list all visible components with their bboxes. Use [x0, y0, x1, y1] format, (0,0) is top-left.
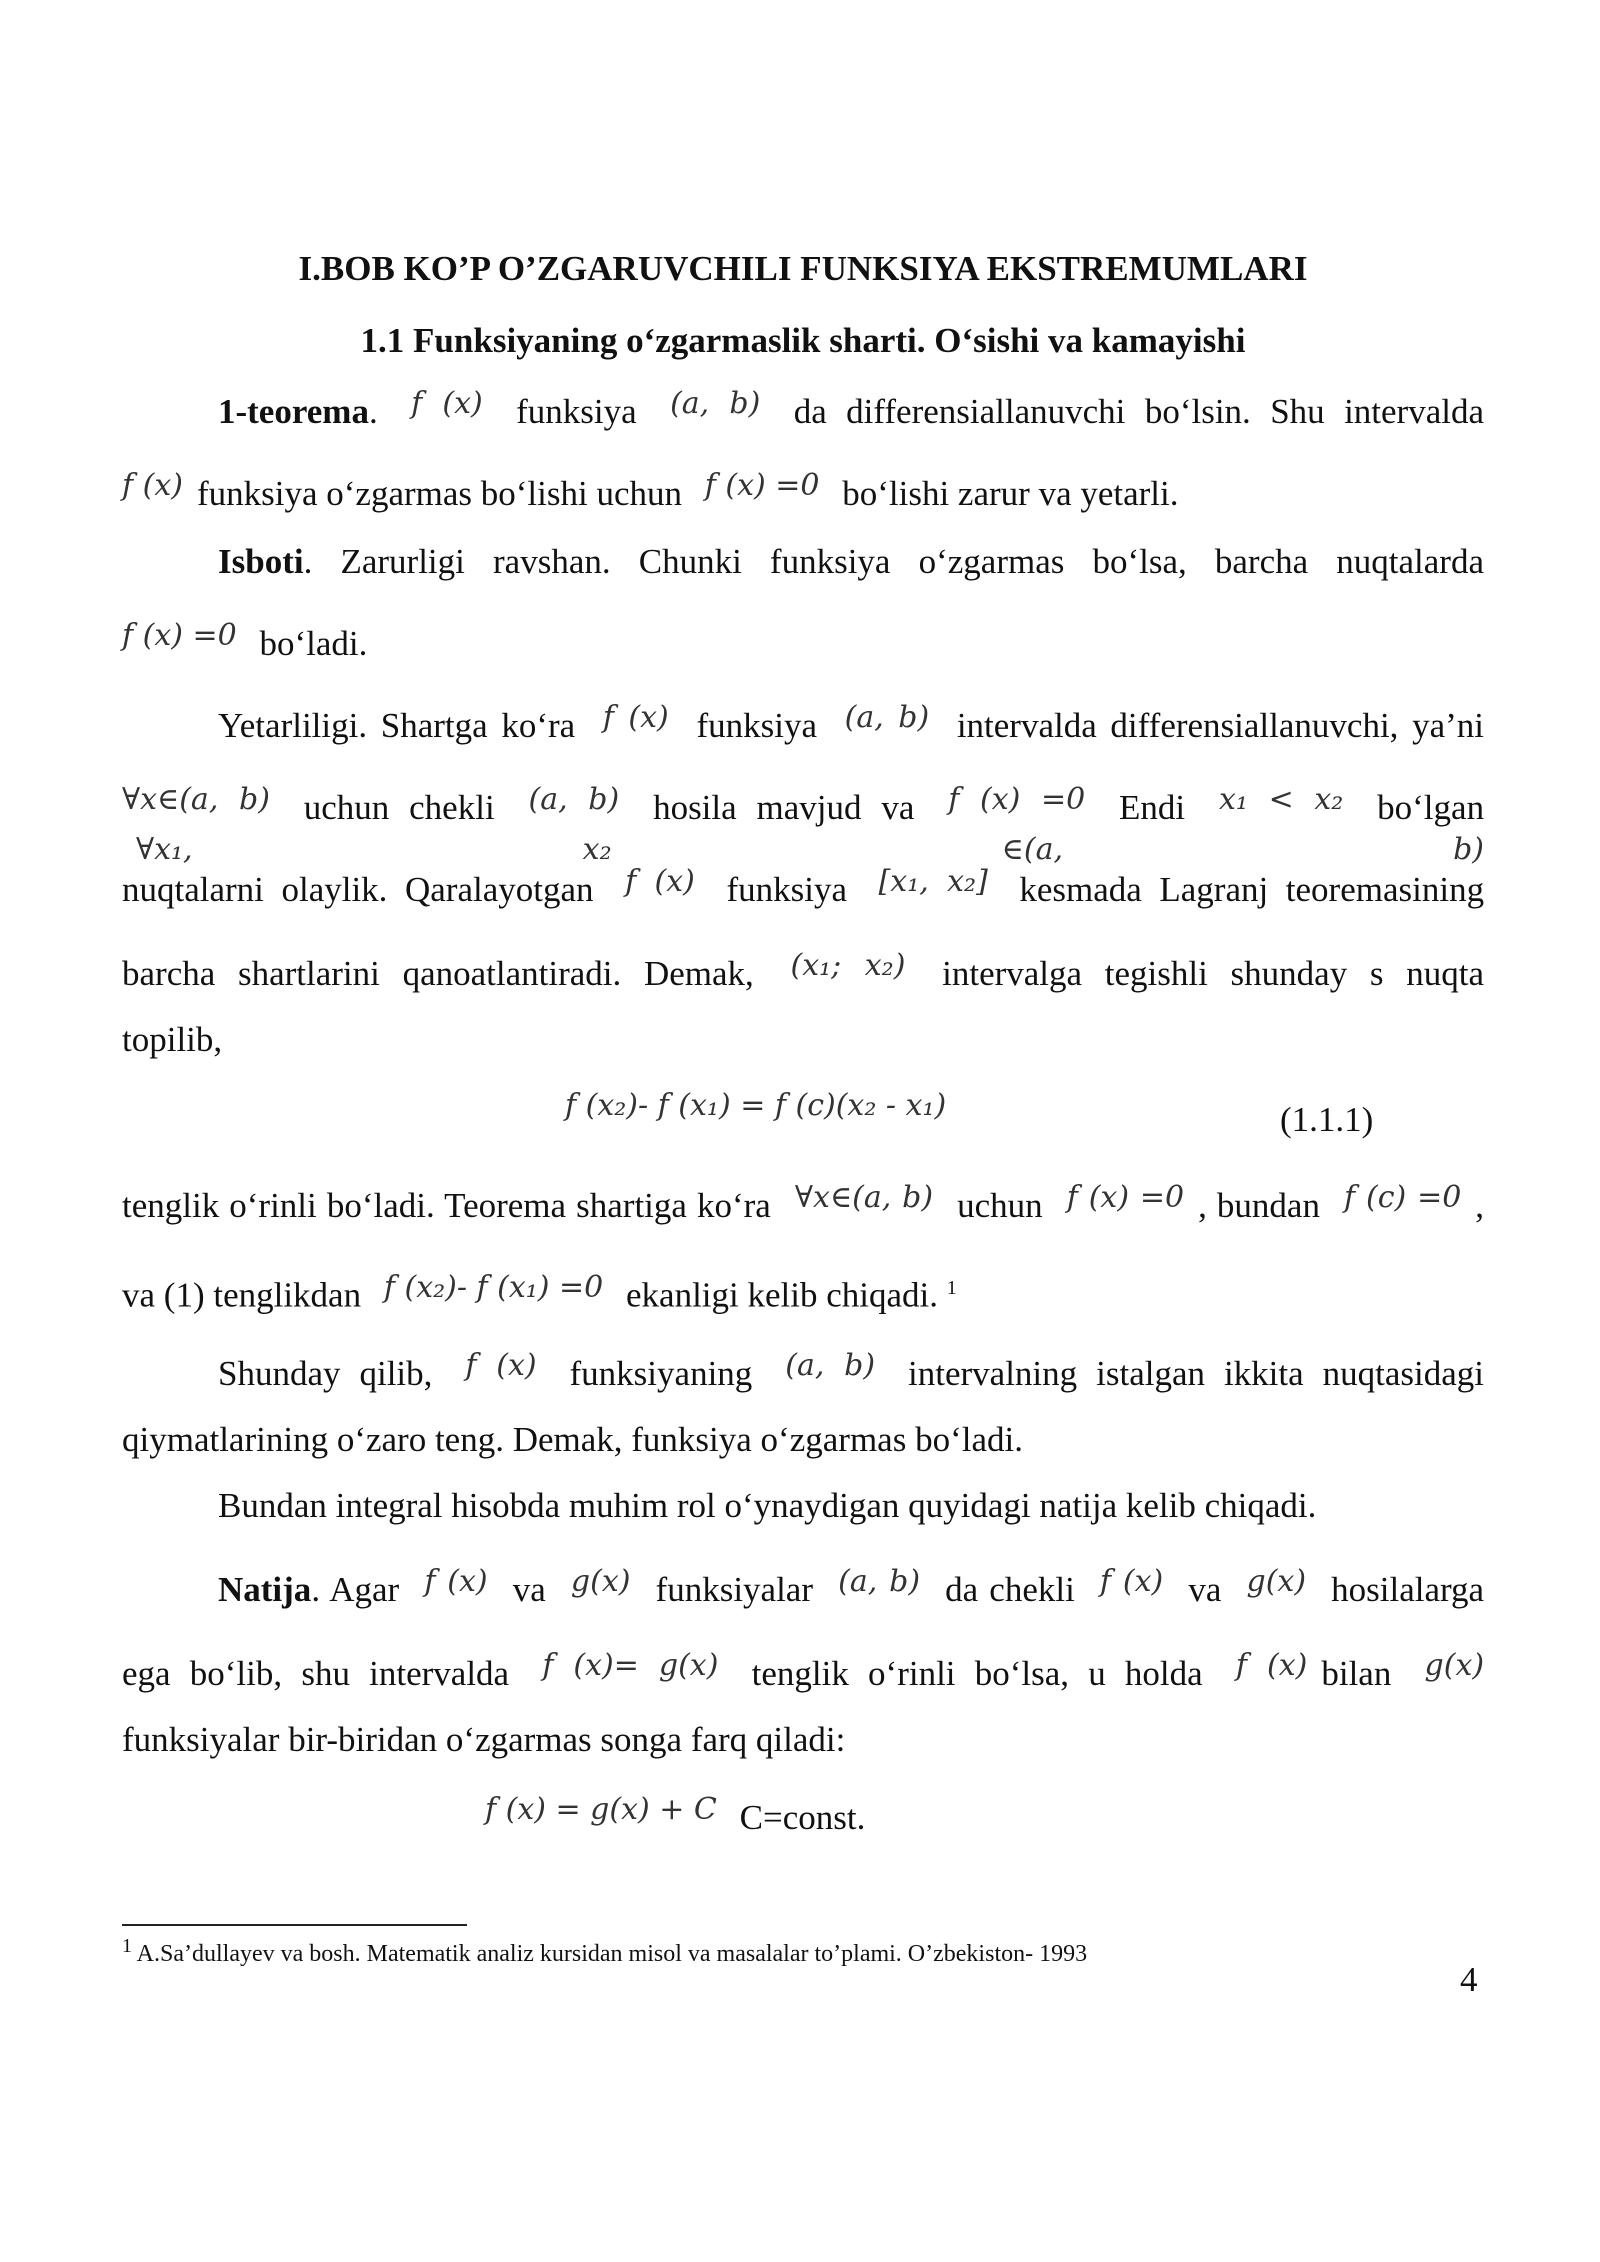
- math-f-eq-g: f (x)= g(x): [542, 1648, 719, 1683]
- text: bo‘lishi zarur va yetarli.: [842, 474, 1179, 513]
- text: bo‘lgan: [1377, 788, 1485, 827]
- math-lagrange: f (x₂)- f (x₁) = f (c)(x₂ - x₁): [565, 1088, 947, 1123]
- conclusion-line-2: [122, 1264, 1484, 1322]
- text: va (1) tenglikdan: [122, 1275, 362, 1315]
- integral-line: Bundan integral hisobda muhim rol o‘ynaydigan quyidagi natija kelib chiqadi.: [218, 1486, 1317, 1525]
- math-fpx0: f (x) =0: [1066, 1180, 1185, 1215]
- text: funksiya o‘zgarmas bo‘lishi uchun: [196, 474, 682, 513]
- math-fpx0: f (x) =0: [122, 618, 237, 653]
- text: kesmada Lagranj teoremasining: [1019, 870, 1485, 909]
- text: Endi: [1119, 788, 1186, 827]
- math-fx: f (x): [122, 468, 183, 503]
- math-ab: (a, b): [838, 1564, 921, 1599]
- text: nuqtalarni olaylik. Qaralayotgan: [122, 870, 594, 909]
- math-fx: f (x): [465, 1348, 537, 1383]
- math-fx: f (x): [424, 1564, 488, 1599]
- footnote-ref[interactable]: 1: [946, 1277, 957, 1299]
- math-fc0: f (c) =0: [1344, 1180, 1462, 1215]
- proof-line-2: [122, 620, 1484, 670]
- text: funksiya: [696, 706, 817, 745]
- math-fx: f (x): [1235, 1648, 1308, 1683]
- math-open-interval: (x₁; x₂): [790, 948, 906, 983]
- theorem-line-1: 1-teorema. f (x) funksiya (a, b) da differensiallanuvchi bo‘lsin. Shu intervalda: [218, 386, 1484, 431]
- text: C=const.: [739, 1798, 866, 1837]
- footnote-text: A.Sa’dullayev va bosh. Matematik analiz kursidan misol va masalalar to’plami. O’zbekiston- 1993: [132, 1941, 1088, 1967]
- section-title: 1.1 Funksiyaning o‘zgarmaslik sharti. O‘sishi va kamayishi: [360, 321, 1246, 360]
- math-segment: [x₁, x₂]: [878, 864, 988, 899]
- equation-lagrange: [565, 1090, 1065, 1140]
- text: uchun: [957, 1186, 1043, 1225]
- math-ab: (a, b): [785, 1348, 876, 1383]
- corollary-label: Natija: [218, 1570, 312, 1609]
- text: ,: [1475, 1186, 1485, 1225]
- text: hosila mavjud va: [653, 788, 915, 827]
- math-forall-x: ∀x∈(a, b): [122, 782, 270, 817]
- text: da differensiallanuvchi bo‘lsin. Shu intervalda: [793, 392, 1484, 431]
- math-fx: f (x): [411, 386, 483, 421]
- text: funksiyaning: [569, 1354, 753, 1393]
- theorem-line-2: [122, 470, 1484, 520]
- math-ab: (a, b): [670, 386, 761, 421]
- sufficiency-line-1: [122, 702, 1484, 752]
- math-gx: g(x): [1246, 1564, 1307, 1599]
- text: funksiya: [516, 392, 637, 431]
- math-diff0: f (x₂)- f (x₁) =0: [383, 1269, 604, 1305]
- proof-label: Isboti: [218, 542, 304, 581]
- sufficiency-line-4: [122, 950, 1484, 1000]
- text: va: [1188, 1570, 1222, 1609]
- math-gx: g(x): [570, 1564, 631, 1599]
- sufficiency-line-3: [122, 866, 1484, 916]
- text: . Agar: [311, 1570, 400, 1609]
- text: tenglik o‘rinli bo‘ladi. Teorema shartiga ko‘ra: [122, 1186, 771, 1225]
- text: . Zarurligi ravshan. Chunki funksiya o‘zgarmas bo‘lsa, barcha nuqtalarda: [303, 542, 1484, 581]
- chapter-title: I.BOB KO’P O’ZGARUVCHILI FUNKSIYA EKSTREMUMLARI: [298, 249, 1308, 288]
- sufficiency-line-5: topilib,: [122, 1020, 223, 1059]
- corollary-line-3: funksiyalar bir-biridan o‘zgarmas songa farq qiladi:: [122, 1720, 846, 1759]
- equation-number: (1.1.1): [1280, 1100, 1374, 1139]
- math-fpx0: f (x) =0: [704, 468, 820, 503]
- text: bo‘ladi.: [259, 624, 368, 663]
- corollary-line-1: [122, 1566, 1484, 1616]
- thus-line-2: qiymatlarining o‘zaro teng. Demak, funksiya o‘zgarmas bo‘ladi.: [122, 1420, 1023, 1459]
- text: funksiya: [726, 870, 848, 909]
- text: hosilalarga: [1331, 1570, 1485, 1609]
- text: funksiyalar: [655, 1570, 813, 1609]
- text: intervalga tegishli shunday s nuqta: [942, 954, 1484, 993]
- text: , bundan: [1198, 1186, 1320, 1225]
- text: tenglik o‘rinli bo‘lsa, u holda: [751, 1654, 1203, 1693]
- math-gx: g(x): [1424, 1648, 1485, 1683]
- math-forall-x1x2: ∀x₁, x₂ ∈(a, b): [136, 832, 1484, 867]
- conclusion-line-1: [122, 1182, 1484, 1232]
- text: ekanligi kelib chiqadi.: [626, 1275, 939, 1315]
- math-forall-x: ∀x∈(a, b): [794, 1180, 934, 1215]
- text: Shunday qilib,: [218, 1354, 433, 1393]
- math-fx: f (x): [1099, 1564, 1164, 1599]
- thus-line-1: [122, 1350, 1484, 1400]
- corollary-formula: [485, 1794, 1085, 1844]
- math-fpx0: f (x) =0: [948, 782, 1086, 817]
- footnote: [122, 1930, 1087, 1970]
- footnote-number: 1: [122, 1935, 132, 1957]
- text: bilan: [1321, 1654, 1392, 1693]
- math-result: f (x) = g(x) + C: [485, 1792, 717, 1827]
- text: uchun chekli: [303, 788, 495, 827]
- text: barcha shartlarini qanoatlantiradi. Demak,: [122, 954, 754, 993]
- theorem-label: 1-teorema: [218, 392, 369, 431]
- math-ab: (a, b): [528, 782, 620, 817]
- math-fx: f (x): [625, 864, 695, 899]
- footnote-divider: [122, 1924, 467, 1926]
- text: intervalda differensiallanuvchi, ya’ni: [956, 706, 1485, 745]
- text: da chekli: [945, 1570, 1075, 1609]
- math-x1-lt-x2: x₁ < x₂: [1219, 782, 1344, 817]
- proof-line-1: [122, 538, 1484, 586]
- text: va: [512, 1570, 546, 1609]
- page-number: 4: [1460, 1960, 1478, 1999]
- text: Yetarliligi. Shartga ko‘ra: [218, 706, 576, 745]
- math-fx: f (x): [602, 700, 669, 735]
- math-ab: (a, b): [844, 700, 930, 735]
- text: intervalning istalgan ikkita nuqtasidagi: [908, 1354, 1484, 1393]
- corollary-line-2: [122, 1650, 1484, 1700]
- text: ega bo‘lib, shu intervalda: [122, 1654, 510, 1693]
